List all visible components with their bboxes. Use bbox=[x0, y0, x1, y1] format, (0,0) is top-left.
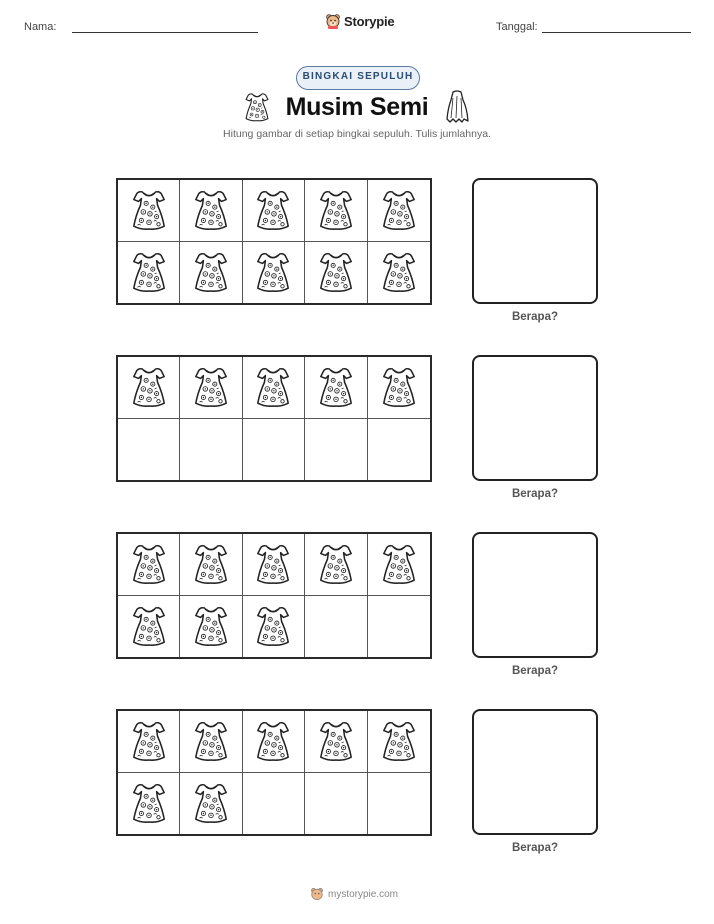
ten-frame-cell bbox=[243, 357, 305, 419]
dress-icon bbox=[380, 542, 418, 586]
ten-frame-cell bbox=[180, 419, 242, 481]
ten-frame-cell bbox=[305, 596, 367, 658]
dress-icon bbox=[380, 250, 418, 294]
ten-frame-cell bbox=[118, 534, 180, 596]
ten-frame-cell bbox=[118, 711, 180, 773]
dress-icon bbox=[192, 604, 230, 648]
dress-icon bbox=[192, 719, 230, 763]
answer-label: Berapa? bbox=[511, 488, 559, 500]
ten-frame-cell bbox=[305, 773, 367, 835]
dress-icon bbox=[243, 92, 271, 122]
answer-box[interactable] bbox=[472, 355, 598, 481]
dress-icon bbox=[317, 188, 355, 232]
ten-frame-cell bbox=[305, 534, 367, 596]
worksheet-type-badge: BINGKAI SEPULUH bbox=[296, 66, 420, 90]
ten-frame-cell bbox=[180, 596, 242, 658]
name-label: Nama: bbox=[24, 21, 57, 33]
dress-icon bbox=[192, 365, 230, 409]
ten-frame-cell bbox=[180, 534, 242, 596]
brand-logo bbox=[325, 13, 394, 29]
ten-frame-cell bbox=[368, 419, 430, 481]
answer-label: Berapa? bbox=[511, 842, 559, 854]
ten-frame bbox=[116, 178, 432, 305]
ten-frame-cell bbox=[118, 773, 180, 835]
dress-icon bbox=[317, 365, 355, 409]
dress-icon bbox=[254, 188, 292, 232]
ten-frame-cell bbox=[118, 419, 180, 481]
footer bbox=[310, 887, 398, 901]
ten-frame-cell bbox=[368, 180, 430, 242]
ten-frame-cell bbox=[368, 242, 430, 304]
ten-frame-cell bbox=[180, 773, 242, 835]
dress-icon bbox=[130, 719, 168, 763]
dress-icon bbox=[380, 365, 418, 409]
ten-frame bbox=[116, 532, 432, 659]
ten-frame-cell bbox=[305, 180, 367, 242]
ten-frame-cell bbox=[243, 534, 305, 596]
dress-icon bbox=[254, 250, 292, 294]
dress-icon bbox=[130, 188, 168, 232]
page-title: Musim Semi bbox=[285, 93, 429, 121]
brand-name: Storypie bbox=[344, 13, 395, 29]
dress-icon bbox=[380, 188, 418, 232]
ten-frame-cell bbox=[180, 180, 242, 242]
dress-icon bbox=[192, 188, 230, 232]
bear-mascot-icon bbox=[310, 887, 324, 901]
ten-frame bbox=[116, 709, 432, 836]
date-label: Tanggal: bbox=[496, 21, 538, 33]
scarf-icon bbox=[443, 90, 471, 124]
dress-icon bbox=[317, 250, 355, 294]
ten-frame-cell bbox=[243, 711, 305, 773]
ten-frame-cell bbox=[243, 596, 305, 658]
answer-label: Berapa? bbox=[511, 311, 559, 323]
ten-frame-cell bbox=[118, 180, 180, 242]
dress-icon bbox=[317, 542, 355, 586]
dress-icon bbox=[192, 781, 230, 825]
ten-frame-cell bbox=[243, 180, 305, 242]
ten-frame-cell bbox=[180, 711, 242, 773]
ten-frame-cell bbox=[368, 596, 430, 658]
name-write-line[interactable] bbox=[72, 32, 258, 33]
ten-frame-cell bbox=[305, 357, 367, 419]
ten-frame-cell bbox=[243, 773, 305, 835]
dress-icon bbox=[254, 365, 292, 409]
answer-label: Berapa? bbox=[511, 665, 559, 677]
dress-icon bbox=[130, 250, 168, 294]
ten-frame-cell bbox=[118, 242, 180, 304]
bear-mascot-icon bbox=[325, 13, 341, 29]
dress-icon bbox=[130, 604, 168, 648]
ten-frame-cell bbox=[305, 419, 367, 481]
ten-frame-cell bbox=[118, 596, 180, 658]
dress-icon bbox=[192, 250, 230, 294]
footer-site: mystorypie.com bbox=[328, 888, 399, 900]
ten-frame-cell bbox=[305, 711, 367, 773]
ten-frame bbox=[116, 355, 432, 482]
ten-frame-cell bbox=[243, 419, 305, 481]
dress-icon bbox=[130, 542, 168, 586]
ten-frame-cell bbox=[368, 357, 430, 419]
ten-frame-cell bbox=[368, 534, 430, 596]
dress-icon bbox=[380, 719, 418, 763]
dress-icon bbox=[130, 365, 168, 409]
ten-frame-cell bbox=[305, 242, 367, 304]
dress-icon bbox=[254, 604, 292, 648]
answer-box[interactable] bbox=[472, 709, 598, 835]
answer-box[interactable] bbox=[472, 178, 598, 304]
ten-frame-cell bbox=[368, 711, 430, 773]
instructions: Hitung gambar di setiap bingkai sepuluh. Tulis jumlahnya. bbox=[223, 128, 491, 140]
dress-icon bbox=[254, 542, 292, 586]
ten-frame-cell bbox=[243, 242, 305, 304]
ten-frame-cell bbox=[118, 357, 180, 419]
ten-frame-cell bbox=[180, 242, 242, 304]
date-write-line[interactable] bbox=[542, 32, 691, 33]
ten-frame-cell bbox=[368, 773, 430, 835]
dress-icon bbox=[254, 719, 292, 763]
ten-frame-cell bbox=[180, 357, 242, 419]
dress-icon bbox=[317, 719, 355, 763]
answer-box[interactable] bbox=[472, 532, 598, 658]
dress-icon bbox=[130, 781, 168, 825]
dress-icon bbox=[192, 542, 230, 586]
